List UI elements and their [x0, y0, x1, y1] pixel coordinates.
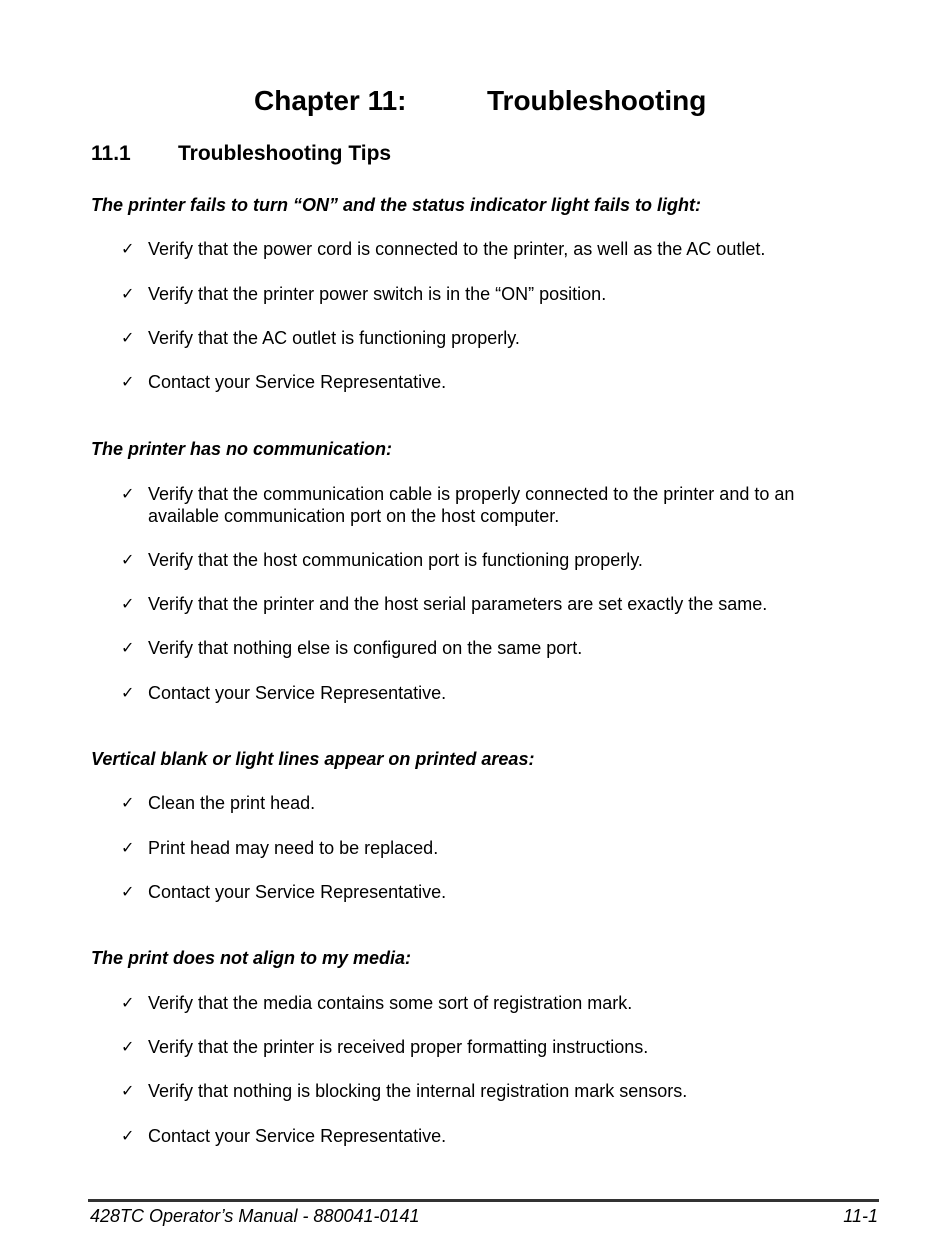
check-icon: ✓: [121, 882, 135, 901]
list-item-text: Verify that nothing is blocking the internal registration mark sensors.: [148, 1081, 688, 1101]
footer-manual-title: 428TC Operator’s Manual - 880041-0141: [90, 1206, 420, 1226]
chapter-number: Chapter 11:: [254, 85, 407, 116]
group-title: Vertical blank or light lines appear on printed areas:: [91, 749, 535, 769]
list-item-text: Verify that the host communication port is functioning properly.: [148, 550, 643, 570]
group-title: The print does not align to my media:: [91, 948, 412, 968]
group-title: The printer fails to turn “ON” and the status indicator light fails to light:: [91, 195, 702, 215]
list-item-text: Verify that the printer and the host serial parameters are set exactly the same.: [148, 594, 768, 614]
check-icon: ✓: [121, 793, 135, 812]
list-item: [121, 238, 861, 260]
list-item: [121, 483, 861, 527]
list-item: [121, 637, 861, 659]
list-item: [121, 682, 861, 704]
footer-page-number: 11-1: [843, 1206, 878, 1226]
list-item: [121, 792, 861, 814]
list-item-text: Contact your Service Representative.: [148, 1126, 447, 1146]
list-item: [121, 549, 861, 571]
check-icon: ✓: [121, 550, 135, 569]
list-item: [121, 1125, 861, 1147]
check-icon: ✓: [121, 638, 135, 657]
list-item: [121, 327, 861, 349]
list-item-text: Verify that the communication cable is properly connected to the printer and to an available communication port on the host computer.: [148, 484, 795, 526]
list-item-text: Verify that nothing else is configured on the same port.: [148, 638, 583, 658]
list-item: [121, 593, 861, 615]
check-icon: ✓: [121, 1126, 135, 1145]
check-icon: ✓: [121, 1037, 135, 1056]
list-item-text: Verify that the AC outlet is functioning properly.: [148, 328, 520, 348]
list-item-text: Clean the print head.: [148, 793, 316, 813]
check-icon: ✓: [121, 683, 135, 702]
check-icon: ✓: [121, 484, 135, 503]
list-item-text: Verify that the power cord is connected to the printer, as well as the AC outlet.: [148, 239, 766, 259]
list-item: [121, 1036, 861, 1058]
check-icon: ✓: [121, 1081, 135, 1100]
footer-divider: [88, 1199, 879, 1202]
chapter-name: Troubleshooting: [487, 85, 707, 116]
list-item: [121, 283, 861, 305]
list-item-text: Verify that the printer is received proper formatting instructions.: [148, 1037, 649, 1057]
list-item-text: Contact your Service Representative.: [148, 372, 447, 392]
list-item: [121, 881, 861, 903]
list-item: [121, 371, 861, 393]
list-item-text: Verify that the printer power switch is in the “ON” position.: [148, 284, 607, 304]
list-item: [121, 837, 861, 859]
check-icon: ✓: [121, 284, 135, 303]
list-item: [121, 1080, 861, 1102]
list-item: [121, 992, 861, 1014]
check-icon: ✓: [121, 328, 135, 347]
check-icon: ✓: [121, 838, 135, 857]
section-name: Troubleshooting Tips: [178, 142, 392, 165]
list-item-text: Verify that the media contains some sort of registration mark.: [148, 993, 633, 1013]
check-icon: ✓: [121, 594, 135, 613]
check-icon: ✓: [121, 993, 135, 1012]
section-number: 11.1: [91, 142, 131, 165]
check-icon: ✓: [121, 372, 135, 391]
list-item-text: Contact your Service Representative.: [148, 683, 447, 703]
group-title: The printer has no communication:: [91, 439, 393, 459]
list-item-text: Contact your Service Representative.: [148, 882, 447, 902]
list-item-text: Print head may need to be replaced.: [148, 838, 439, 858]
check-icon: ✓: [121, 239, 135, 258]
